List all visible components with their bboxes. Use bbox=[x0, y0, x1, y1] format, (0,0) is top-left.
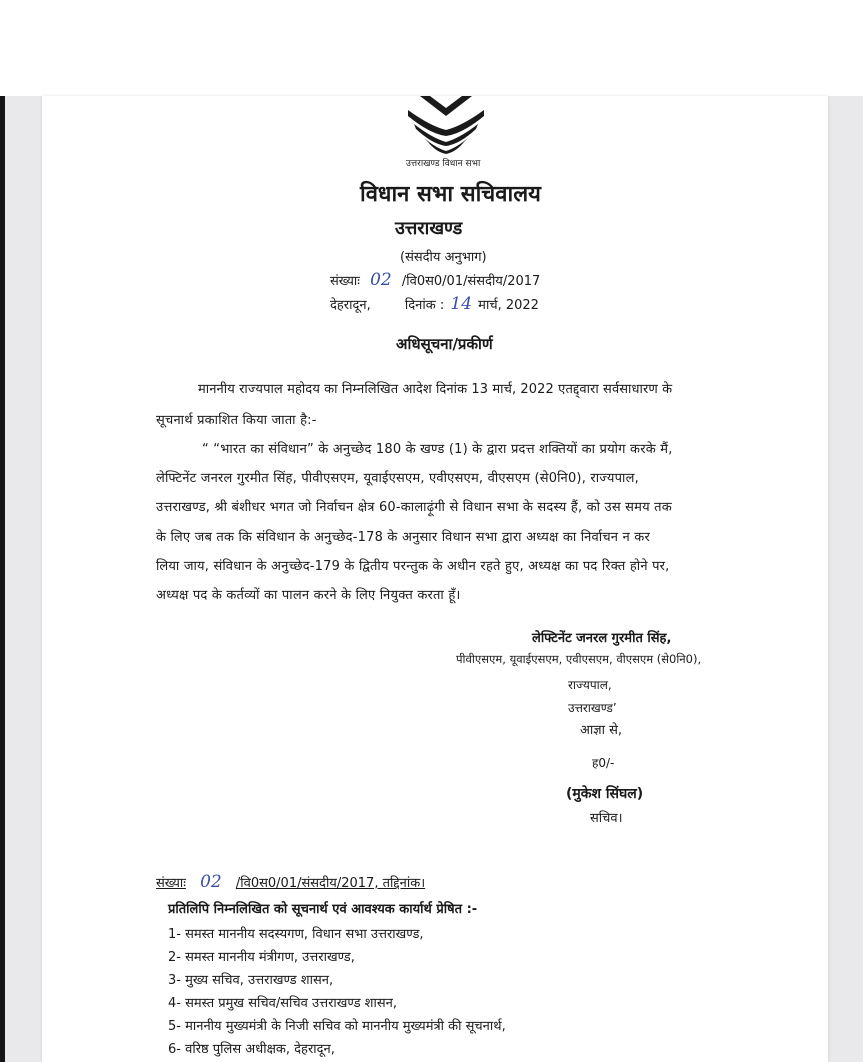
notice-title: अधिसूचना/प्रकीर्ण bbox=[396, 335, 493, 353]
governor-name: लेफ्टिनेंट जनरल गुरमीत सिंह, bbox=[532, 631, 672, 646]
governor-post: राज्यपाल, bbox=[568, 678, 612, 692]
state-title: उत्तराखण्ड bbox=[395, 218, 463, 239]
secretary-post: सचिव। bbox=[590, 811, 623, 826]
copy-number-reference: /वि0स0/01/संसदीय/2017, तद्दिनांक। bbox=[235, 876, 426, 891]
order-line: के लिए जब तक कि संविधान के अनुच्छेद-178 के अनुसार विधान सभा द्वारा अध्यक्ष का निर्वाचन न कर bbox=[156, 530, 651, 545]
order-by-label: आज्ञा से, bbox=[580, 723, 623, 738]
copy-list-item: 6- वरिष्ठ पुलिस अधीक्षक, देहरादून, bbox=[168, 1042, 335, 1057]
viewer-left-edge bbox=[0, 96, 5, 1062]
signed-mark: ह0/- bbox=[592, 756, 615, 770]
intro-line-2: सूचनार्थ प्रकाशित किया जाता है:- bbox=[156, 413, 317, 428]
date-line bbox=[330, 294, 539, 314]
copy-list-item: 5- माननीय मुख्यमंत्री के निजी सचिव को माननीय मुख्यमंत्री की सूचनार्थ, bbox=[168, 1019, 506, 1034]
order-line: “ “भारत का संविधान” के अनुच्छेद 180 के खण्ड (1) के द्वारा प्रदत्त शक्तियों का प्रयोग करके मैं, bbox=[202, 442, 673, 457]
copy-heading: प्रतिलिपि निम्नलिखित को सूचनार्थ एवं आवश्यक कार्यार्थ प्रेषित :- bbox=[168, 902, 478, 917]
place: देहरादून, bbox=[330, 298, 371, 313]
date-label: दिनांक : bbox=[404, 298, 445, 313]
copy-reference-line bbox=[156, 872, 425, 892]
governor-honours: पीवीएसएम, यूवाईएसएम, एवीएसएम, वीएसएम (से0नि0), bbox=[456, 652, 702, 666]
date-month-year: मार्च, 2022 bbox=[478, 298, 539, 313]
copy-list-item: 4- समस्त प्रमुख सचिव/सचिव उत्तराखण्ड शासन, bbox=[168, 996, 398, 1011]
order-line: उत्तराखण्ड, श्री बंशीधर भगत जो निर्वाचन क्षेत्र 60-कालाढ़ूंगी से विधान सभा के सदस्य हैं, को उस समय तक bbox=[156, 500, 672, 515]
secretariat-title: विधान सभा सचिवालय bbox=[360, 182, 541, 207]
number-label: संख्याः bbox=[330, 274, 360, 289]
copy-handwritten-number: 02 bbox=[200, 872, 222, 892]
copy-list-item: 2- समस्त माननीय मंत्रीगण, उत्तराखण्ड, bbox=[168, 950, 355, 965]
order-line: लेफ्टिनेंट जनरल गुरमीत सिंह, पीवीएसएम, यूवाईएसएम, एवीएसएम, वीएसएम (से0नि0), राज्यपाल, bbox=[156, 471, 639, 486]
legislative-assembly-emblem-icon bbox=[400, 96, 492, 156]
number-reference: /वि0स0/01/संसदीय/2017 bbox=[401, 274, 541, 289]
copy-list-item: 1- समस्त माननीय सदस्यगण, विधान सभा उत्तराखण्ड, bbox=[168, 927, 424, 942]
copy-number-label: संख्याः bbox=[156, 876, 186, 891]
handwritten-date: 14 bbox=[450, 294, 473, 314]
copy-list-item: 3- मुख्य सचिव, उत्तराखण्ड शासन, bbox=[168, 973, 334, 988]
order-line: अध्यक्ष पद के कर्तव्यों का पालन करने के लिए नियुक्त करता हूँ। bbox=[156, 588, 461, 603]
handwritten-number: 02 bbox=[370, 270, 392, 290]
reference-number-line bbox=[330, 270, 540, 290]
emblem-caption: उत्तराखण्ड विधान सभा bbox=[406, 159, 481, 169]
governor-state: उत्तराखण्ड’ bbox=[568, 701, 617, 715]
department-label: (संसदीय अनुभाग) bbox=[400, 250, 487, 265]
order-line: लिया जाय, संविधान के अनुच्छेद-179 के द्वितीय परन्तुक के अधीन रहते हुए, अध्यक्ष का पद रिक्त होने पर, bbox=[156, 559, 670, 574]
document-page[interactable] bbox=[42, 96, 828, 1062]
intro-line-1: माननीय राज्यपाल महोदय का निम्नलिखित आदेश दिनांक 13 मार्च, 2022 एतद्द्वारा सर्वसाधारण के bbox=[198, 382, 673, 397]
secretary-name: (मुकेश सिंघल) bbox=[566, 786, 644, 802]
